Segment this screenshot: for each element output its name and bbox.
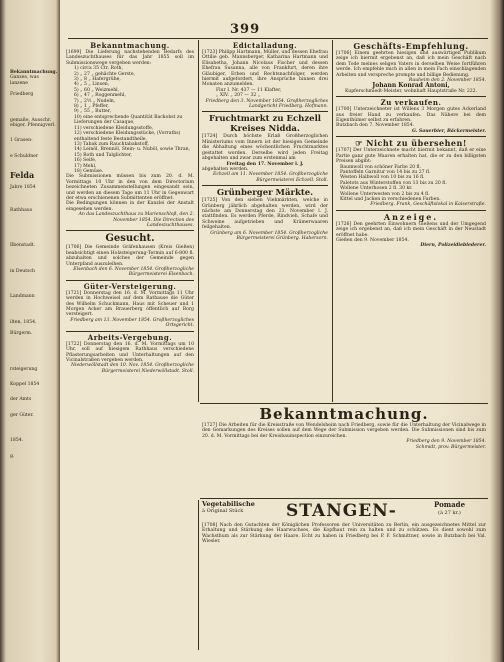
- divider: [202, 111, 328, 112]
- col3-sign4: Gießen den 9. November 1854.: [336, 237, 409, 243]
- list-item: 12) verschiedene Kleidungsstücke, (Vorraths) enthaltend feste Bestandtheile,: [74, 131, 181, 142]
- list-item: 9) „ 55 „ Butter,: [74, 109, 112, 115]
- col1-seller: Elsenbach den 6. November 1854. Großherzogliche Bürgermeisterei Elsenbach.: [73, 267, 194, 278]
- list-item: 6) „ 47 „ Roggenmehl,: [74, 93, 126, 99]
- list-item: 17) Mehl,: [74, 163, 97, 169]
- col3-notice2: [1726] Den geehrten Einwohnern Gießens und der Umgegend zeige ich ergebenst an, daß ich mein Geschäft in der Neustadt eröffnet habe.: [336, 221, 486, 238]
- facing-line: Rathhaus: [10, 208, 33, 214]
- list-item: 15) Roth und Talglichter,: [74, 152, 132, 158]
- col3-heading4: Anzeige.: [383, 211, 439, 222]
- col1-sign2: Niederwöllstadt den 10. Nov. 1854. Großherzogliche Bürgermeisterei Niederwöllstadt. Stoll.: [71, 363, 194, 374]
- list-item: Westen Halbwoll von 10 bis zu 16 fl.: [340, 175, 425, 181]
- facing-line: rsteigerung: [10, 366, 38, 372]
- col1-work: [1722] Donnerstag den 16. d. M. Vormittags um 10 Uhr, soll auf hiesigem Rathhaus verschiedene Pflasterungsarbeiten und Unterhaltungen auf den Vicinalstraßen vergeben werden.: [66, 341, 194, 363]
- field-line: „ XIV. „ 207 — 32 „: [216, 93, 261, 99]
- list-item: 18) Gemüse.: [74, 168, 104, 174]
- facing-line: Koppel 1854: [10, 381, 40, 387]
- col3-sign: Rauheim den 2. November 1854.: [408, 78, 486, 84]
- list-item: 8) „ 1 „ Pfeffer,: [74, 104, 109, 110]
- facing-line: g.: [10, 453, 15, 459]
- facing-line: Ganzes, was: [10, 75, 39, 81]
- ad-stangen: STANGEN-: [286, 501, 397, 521]
- divider: [336, 136, 486, 137]
- field-line: Flur I. Nr. 437 — 11 Klafter,: [216, 87, 282, 93]
- heading-text: Nicht zu übersehen!: [366, 138, 467, 149]
- facing-line: 1 Grasen-: [10, 138, 33, 144]
- divider: [66, 280, 194, 281]
- wide-title: Bekanntmachung.: [259, 405, 429, 423]
- divider: [66, 230, 194, 231]
- col1-para1: Die Submissionen müssen bis zum 20. d. M. Vormittags 10 Uhr in den von dem Directorium bezeichneten Zusammenstellungen eingesandt sein, und werden an diesem Tage um 11 Uhr in Gegenwart der etwa erschienenen Submittenten eröffnet.: [66, 174, 194, 201]
- list-item: 2) „ 27 „ gehächte Gerste,: [74, 71, 136, 77]
- facing-line: Ilbenstadt.: [10, 243, 36, 249]
- col2-title: Edictalladung.: [232, 42, 298, 50]
- col2-date: Freitag den 17. November l. J.: [226, 161, 304, 167]
- divider: [202, 185, 328, 186]
- facing-line: ger Güter.: [10, 412, 34, 418]
- col2-sign2: Grünberg am 6. November 1854. Großherzogliche Bürgermeisterei Grünberg. Habersorn.: [210, 230, 328, 241]
- list-item: 11) verschiedene Kleidungsstoffe,: [74, 125, 154, 131]
- col2-close: abgehalten werden.: [202, 166, 249, 172]
- wide-body: [1727] Die Arbeiten für die Kreisstraße von Wendelsheim nach Friedberg, sowie für die Unterhaltung der Vicinalwege in den Gemarkungen des Kreises sollen auf dem Wege der Submission vergeben werden. Die Submissionen sind bis zum 20. d. M. Vormittags bei der Kreisbauinspection einzureichen.: [202, 423, 486, 439]
- col3-name2: G. Sauerbier, Bäckermeister.: [411, 128, 486, 134]
- list-item: Wollene Unterwesten von 2 bis zu 4 fl.: [340, 191, 430, 197]
- facing-line: Felda: [10, 170, 35, 181]
- col2-heading2: Fruchtmarkt zu Echzell: [208, 114, 322, 125]
- column-separator: [198, 500, 199, 650]
- col1-heading3: Güter-Versteigerung.: [83, 281, 177, 291]
- divider: [66, 331, 194, 332]
- col1-items: [66, 66, 194, 174]
- column-1: [66, 42, 194, 660]
- facing-line: Bekanntmachung.: [10, 70, 58, 75]
- col3-name: Johann Konrad Antoni,: [372, 82, 450, 90]
- list-item: 16) Seife,: [74, 158, 97, 164]
- col2-sign: Echzell am 11. November 1854. Großherzogliche Bürgermeisterei Echzell. Stoll.: [212, 172, 328, 183]
- col1-signed: Friedberg am 13. November 1854. Großherzogliches Ortsgericht.: [70, 317, 194, 329]
- col3-occ: Kupferschmiedt-Meister, wohnhaft Hauptstraße Nr. 222.: [344, 88, 478, 94]
- pointing-hand-icon: ☞: [355, 138, 367, 149]
- col2-heading3: Grünberger Märkte.: [216, 188, 314, 199]
- facing-line: Bürgerm.: [10, 331, 33, 337]
- col3-sale: [1700] Unterzeichneter ist Willens 3 Morgen gutes Ackerland aus freier Hand zu verkaufen. Das Nähere bei dem Eigenthümer selbst zu erfahren.: [336, 107, 486, 124]
- col3-sign3: Friedberg. Frank, Geschäftslokal in Kaiserstraße.: [370, 202, 486, 208]
- facing-page-text: [10, 70, 56, 459]
- list-item: Pantoffeln Garnitur von 14 bis zu 27 fl.: [340, 169, 431, 175]
- list-item: 7) „ 2½ „ Nudeln,: [74, 98, 116, 104]
- column-separator: [332, 40, 333, 402]
- ad-price: (à 27 kr.): [438, 510, 461, 516]
- list-item: Kittel und Jacken in verschiedenen Farben.: [340, 196, 441, 202]
- col1-para2: Die Bedingungen können in der Kanzlei der Anstalt eingesehen werden.: [66, 201, 194, 212]
- col3-sign2: Butzbach den 7. November 1854.: [336, 123, 415, 129]
- page-number: 399: [230, 22, 261, 37]
- col3-prices: [336, 165, 486, 203]
- col1-heading2: Gesucht.: [105, 233, 155, 245]
- facing-line: 1854.: [10, 438, 24, 444]
- col3-title: Geschäfts-Empfehlung.: [353, 42, 469, 51]
- col2-heading2b: Kreises Nidda.: [230, 124, 300, 135]
- list-item: Wollene Unterhosen 2 fl. 30 kr.: [340, 186, 413, 192]
- divider: [336, 210, 486, 211]
- col1-intro: [1699] Die Lieferung nachstehenden Bedarfs des Landeszuchthauses für das Jahr 1855 soll im Submissionswege vergeben werden:: [66, 50, 194, 66]
- pomade-advertisement: [202, 501, 486, 651]
- facing-line: gemaße, Ausschr.: [10, 117, 52, 123]
- facing-line: Landmann: [10, 294, 35, 300]
- list-item: 1) circa 35 Ctr. Roth,: [74, 66, 123, 72]
- col1-para3: An das Landeszuchthaus zu Marienschloß, den 2. November 1854. Die Direction des Landeszuchthauses.: [78, 212, 194, 228]
- column-separator: [198, 40, 199, 402]
- column-2: [202, 42, 328, 402]
- list-item: 4) „ 5 „ Linsen,: [74, 82, 110, 88]
- divider: [336, 96, 486, 97]
- col3-heading2: Zu verkaufen.: [380, 98, 442, 108]
- col1-title: Bekanntmachung.: [90, 42, 170, 50]
- list-item: 5) „ 60 „ Weizmehl,: [74, 87, 120, 93]
- list-item: Baumwoll von schöner Farbe 20 fl.: [340, 164, 422, 170]
- col1-heading4: Arbeits-Vergebung.: [87, 332, 173, 342]
- facing-line: ebiger, Pfennigverl.: [10, 123, 56, 129]
- list-item: 10) eine entsprechende Quantität Backobst zu Lieferungen der Casaque,: [74, 114, 183, 126]
- list-item: Paletots aus Winterstoffen von 13 bis zu 20 fl.: [340, 180, 447, 186]
- wide-sign: Friedberg den 9. November 1854.: [406, 439, 486, 445]
- facing-line: Friedberg: [10, 92, 34, 98]
- col1-ads: [1706] Die Gemeinde Gräfenhausen (Kreis Gießen) beabsichtigt einen Holzsteigerung-Termin auf 6-800 fl. abzuhalten und solches der Gemeinde gegen Unterpfand auszuleihen.: [66, 245, 194, 267]
- col2-market2: [1725] Von den sieben Viehmärkten, welche in Grünberg jährlich abgehalten werden, wird der nächste am Donnerstag den 23. November l. J. stattfinden. Es werden Pferde, Rindvieh, Schafe und Schweine aufgetrieben und Krämerwaaren feilgehalten.: [202, 198, 328, 231]
- ad-header: [202, 501, 486, 523]
- column-3: [336, 42, 486, 402]
- facing-line: ilten, 1854.: [10, 319, 37, 325]
- ad-pomade: Pomade: [434, 501, 466, 509]
- facing-line: der Amts: [10, 397, 32, 403]
- ad-left-head: Vegetabilische: [202, 501, 255, 508]
- facing-page-edge: [0, 0, 60, 662]
- col1-auction: [1721] Donnerstag den 16. d. M. Vormittags 11 Uhr werden in Hochweisel auf dem Rathause die Güter des Wilhelm Schuckmann, Haus mit Scheuer und 1 Morgen Acker am Brauerberg öffentlich auf Borg versteigert.: [66, 290, 194, 318]
- facing-line: lanzene: [10, 80, 28, 86]
- wide-sign-name: Schmidt, prov. Bürgermeister.: [415, 444, 486, 450]
- ad-left-sub: à Original Stück: [202, 508, 244, 514]
- col3-heading3: [336, 139, 486, 148]
- col2-market: [1724] Durch höchste Erlaß Großherzoglichen Ministeriums vom Innern ist der hiesigen Gemeinde die Abhaltung eines wöchentlichen Fruchtmarktes gestattet worden. Derselbe wird jeden Freitag abgehalten und zwar zum erstenmal am: [202, 134, 328, 162]
- col2-fields: [202, 88, 328, 99]
- col2-body: [1723] Philipp Hartmann, Müller, und dessen Ehefrau Ottilie geb. Mannsberger, Katharina Hartmann und Elisabetha, Johann Nicolaus Fischer und dessen Ehefrau Susanna, alle von Frankfurt, deren ihre Gläubiger, Erben und Rechtsnachfolger, werden hiermit aufgefordert, ihre Ansprüche binnen drei Monaten anzumelden.: [202, 50, 328, 88]
- facing-line: in Deutsch: [10, 268, 35, 274]
- col3-notice: [1707] Der Unterzeichnete macht hiermit bekannt, daß er eine Partie ganz gute Waaren erhalten hat, die er zu den billigsten Preisen abgibt:: [336, 148, 486, 165]
- facing-line: Jahre 1854: [10, 184, 36, 190]
- list-item: 14) Leinöl, Brennöl, Stein- u. Nuböl, sowie Thran,: [74, 147, 190, 153]
- col3-name4: Diern, Polizeidieblederer.: [420, 243, 486, 249]
- section-rule: [200, 403, 488, 404]
- facing-line: e Schuldner: [10, 153, 39, 159]
- ad-body: [1708] Nach den Gutachten der Königlichen Professoren der Universitäten zu Berlin, ein ausgezeichnetes Mittel zur Erhaltung und Stärkung des Haarwuchses, die Kopfhaut rein zu halten und zu schützen. Es dient sowohl zum Wachsthum als zur Stärkung der Haare. Echt zu haben in Friedberg bei P. F. Schmittner, sowie in Butzbach bei Val. Wiesler.: [202, 523, 486, 545]
- list-item: 3) „ 8 „ Hafergrühe,: [74, 77, 121, 83]
- section-rule: [200, 498, 488, 499]
- list-item: 13) Tabak zum Rauchtabakstoff,: [74, 141, 150, 147]
- wide-announcement: [202, 405, 486, 497]
- col2-signed: Friedberg den 3. November 1854. Großherzogliches Landgericht Friedberg. Hofmann.: [205, 98, 328, 110]
- col3-body: [1706] Einem geehrten hiesigen und auswärtigen Publikum zeige ich hiermit ergebenst an, daß ich mein Geschäft nach dem Tode meines seligen Vaters in derselben Weise fortführen werde. Ich empfehle mich in allen in mein Fach einschlagenden Arbeiten und verspreche prompte und billige Bedienung.: [336, 51, 486, 78]
- header-rule: [68, 38, 488, 39]
